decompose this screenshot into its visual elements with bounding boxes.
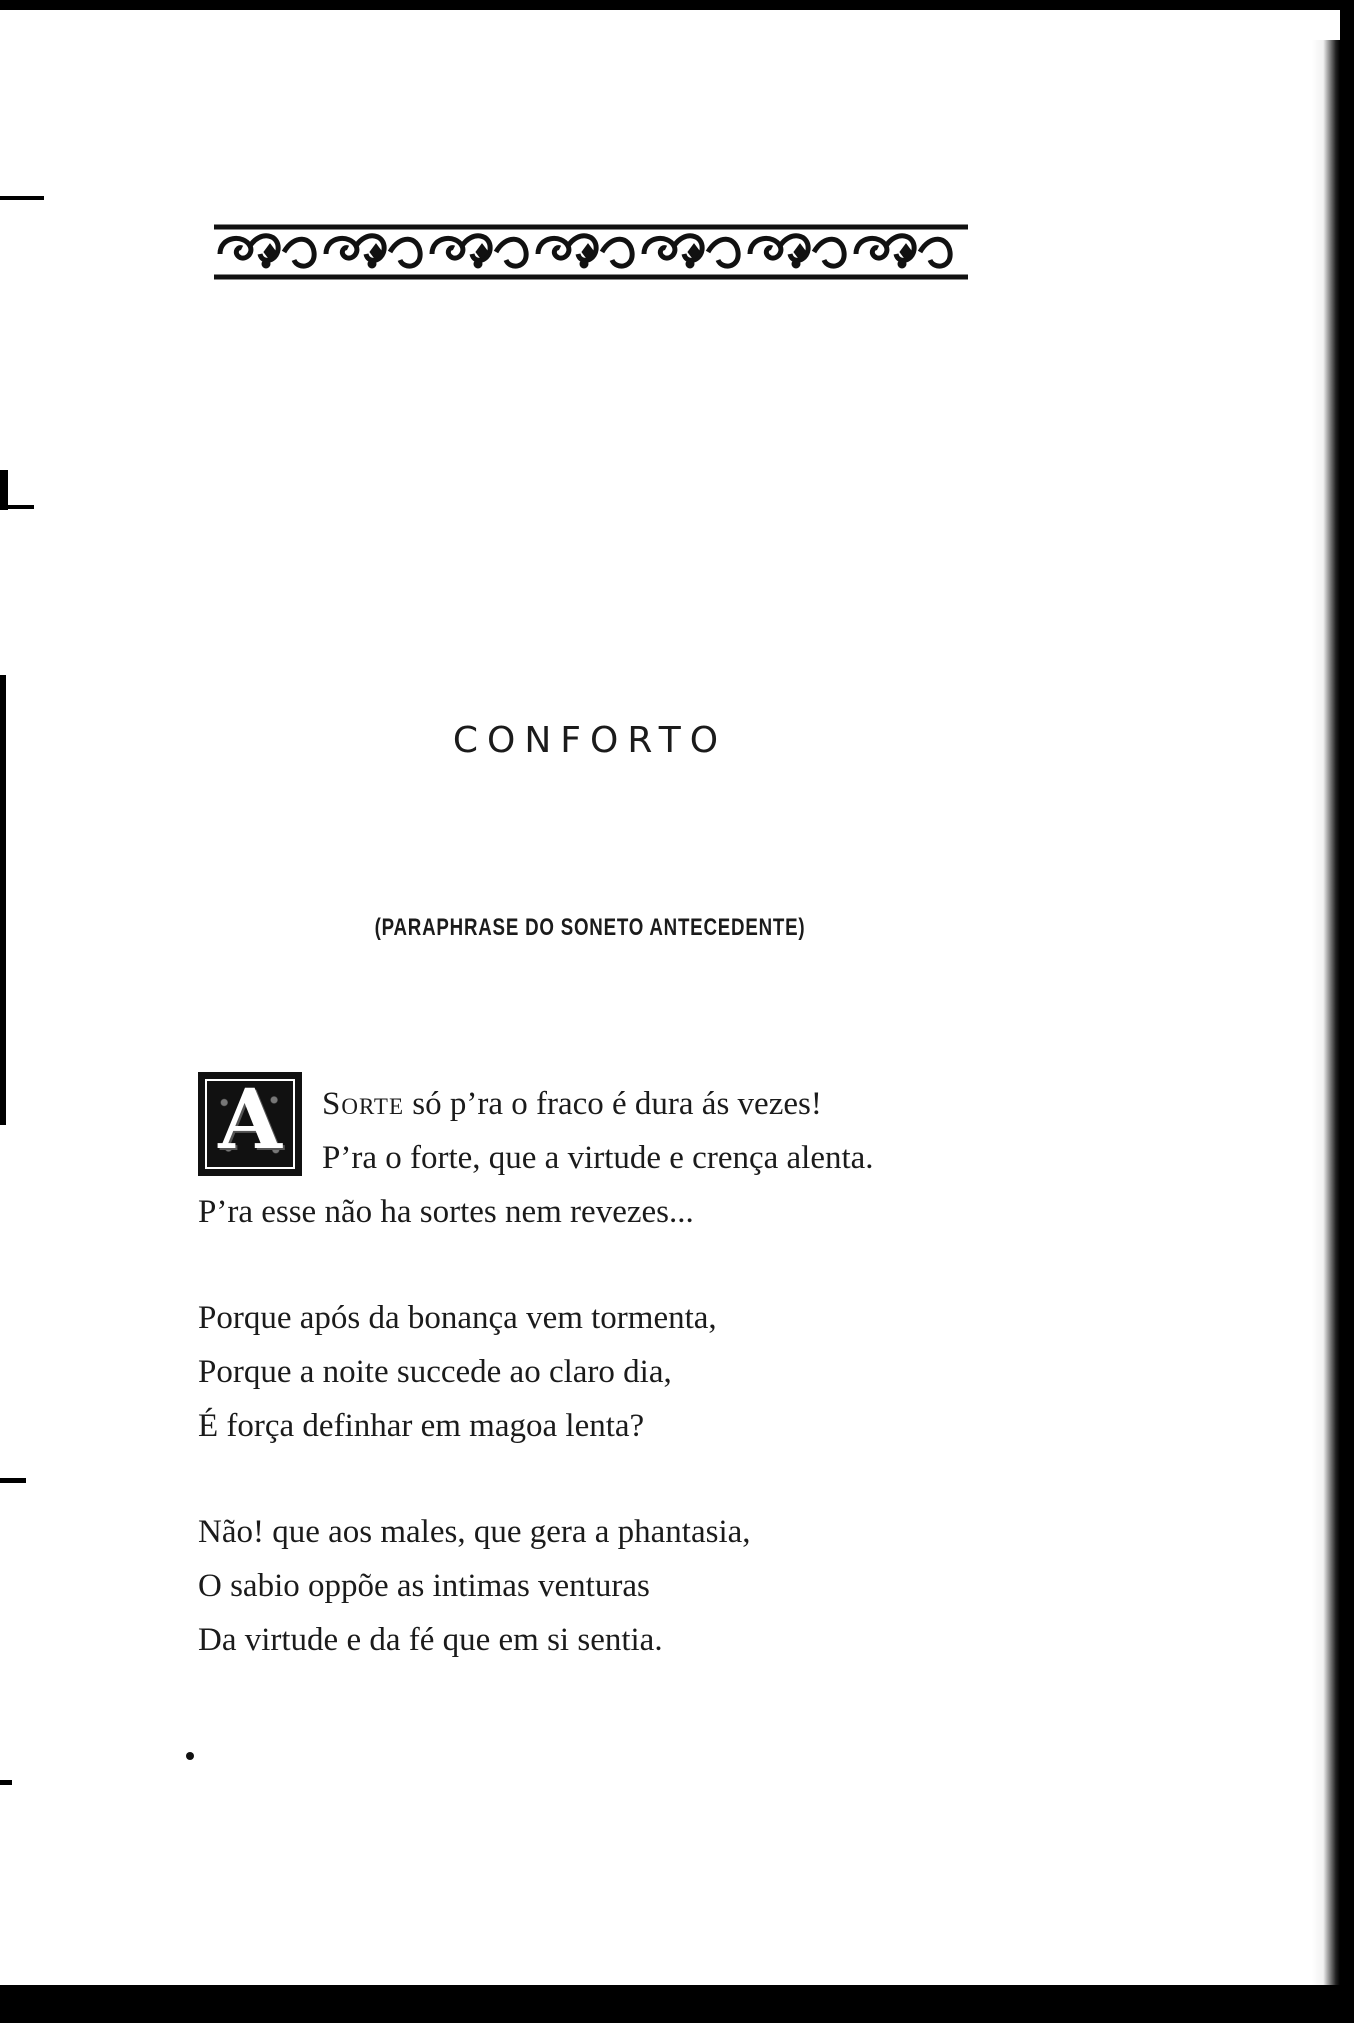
scan-border-bottom — [0, 1985, 1354, 2023]
verse-line: O sabio oppõe as intimas venturas — [198, 1568, 650, 1604]
dropcap-letter: A — [218, 1072, 282, 1168]
poem-title: CONFORTO — [452, 720, 728, 761]
ink-speck — [186, 1752, 194, 1760]
verse-line: Porque após da bonança vem tormenta, — [198, 1300, 717, 1336]
verse-line: P’ra esse não ha sortes nem revezes... — [198, 1194, 694, 1230]
scan-mark — [0, 505, 34, 509]
scan-border-right — [1340, 0, 1354, 2023]
floral-ornament-icon — [214, 224, 968, 280]
scan-mark — [0, 1478, 26, 1483]
scan-mark — [0, 1780, 12, 1785]
verse-line — [322, 1077, 822, 1131]
verse-line: Não! que aos males, que gera a phantasia, — [198, 1514, 751, 1550]
scan-mark — [0, 196, 44, 200]
verse-line: Da virtude e da fé que em si sentia. — [198, 1622, 663, 1658]
scan-border-top — [0, 0, 1354, 10]
verse-line-text: só p’ra o fraco é dura ás vezes! — [404, 1086, 822, 1122]
scan-mark — [0, 470, 8, 510]
page-edge-shadow — [1312, 40, 1340, 1985]
verse-line: P’ra o forte, que a virtude e crença alenta. — [322, 1140, 874, 1176]
verse-line: Porque a noite succede ao claro dia, — [198, 1354, 672, 1390]
poem-subtitle: (PARAPHRASE DO SONETO ANTECEDENTE) — [374, 914, 806, 941]
verse-line: É força definhar em magoa lenta? — [198, 1408, 645, 1444]
dropcap-initial — [198, 1072, 302, 1176]
first-word: Sorte — [322, 1086, 405, 1122]
